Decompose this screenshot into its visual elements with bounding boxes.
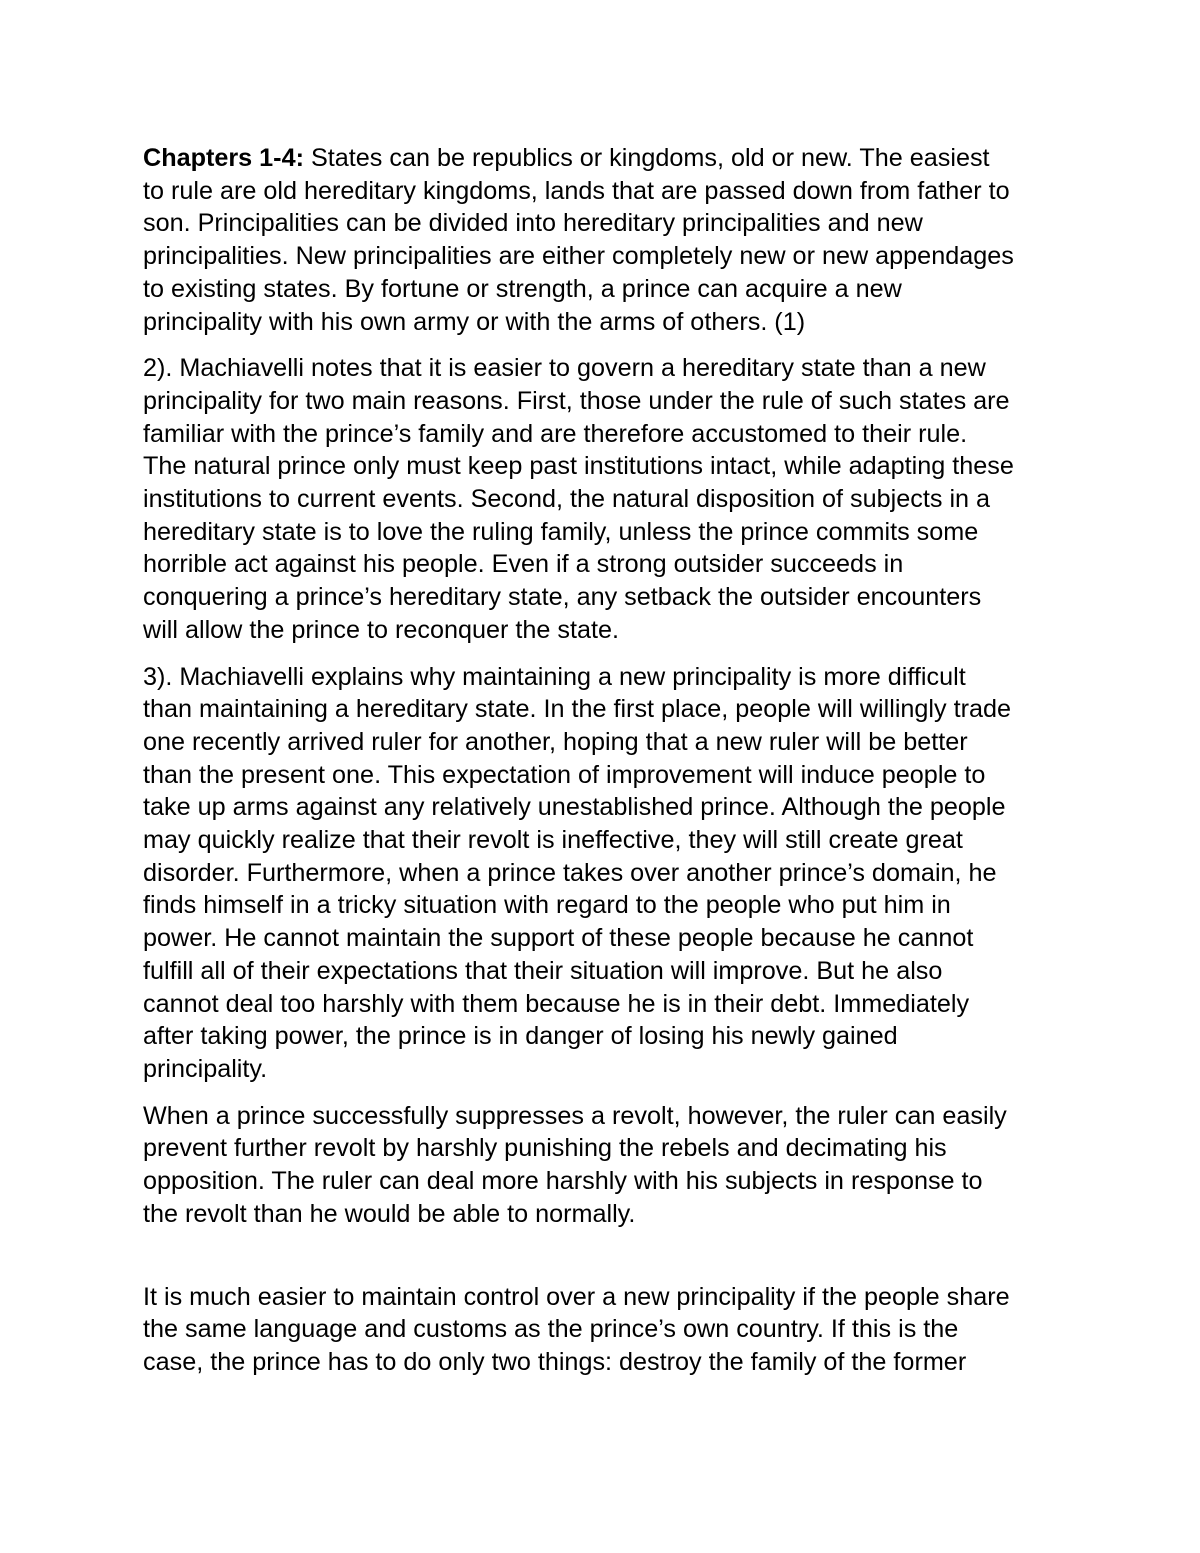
paragraph-hereditary-states: 2). Machiavelli notes that it is easier to govern a hereditary state than a new principality for two main reasons. First, those under the rule of such states are familiar with the prince’s family and are therefore accustomed to their rule. The natural prince only must keep past institutions intact, while adapting these institutions to current events. Second, the natural disposition of subjects in a hereditary state is to love the ruling family, unless the prince commits some horrible act against his people. Even if a strong outsider succeeds in conquering a prince’s hereditary state, any setback the outsider encounters will allow the prince to reconquer the state. [143, 354, 1014, 644]
paragraph-text: States can be republics or kingdoms, old or new. The easiest to rule are old hereditary kingdoms, lands that are passed down from father to son. Principalities can be divided into hereditary principalities and new principalities. New principalities are either completely new or new appendages to existing states. By fortune or strength, a prince can acquire a new principality with his own army or with the arms of others. (1) [143, 144, 1014, 336]
document-body [143, 142, 1068, 1393]
paragraph-chapters-intro [143, 142, 1068, 338]
paragraph-shared-language: It is much easier to maintain control over a new principality if the people share the same language and customs as the prince’s own country. If this is the case, the prince has to do only two things: destroy the family of the former [143, 1282, 1010, 1376]
paragraph-new-principality: 3). Machiavelli explains why maintaining a new principality is more difficult than maintaining a hereditary state. In the first place, people will willingly trade one recently arrived ruler for another, hoping that a new ruler will be better than the present one. This expectation of improvement will induce people to take up arms against any relatively unestablished prince. Although the people may quickly realize that their revolt is ineffective, they will still create great disorder. Furthermore, when a prince takes over another prince’s domain, he finds himself in a tricky situation with regard to the people who put him in power. He cannot maintain the support of these people because he cannot fulfill all of their expectations that their situation will improve. But he also cannot deal too harshly with them because he is in their debt. Immediately after taking power, the prince is in danger of losing his newly gained principality. [143, 662, 1012, 1083]
chapter-heading: Chapters 1-4: [143, 144, 304, 172]
paragraph-suppressing-revolt: When a prince successfully suppresses a revolt, however, the ruler can easily prevent further revolt by harshly punishing the rebels and decimating his opposition. The ruler can deal more harshly with his subjects in response to the revolt than he would be able to normally. [143, 1101, 1007, 1228]
